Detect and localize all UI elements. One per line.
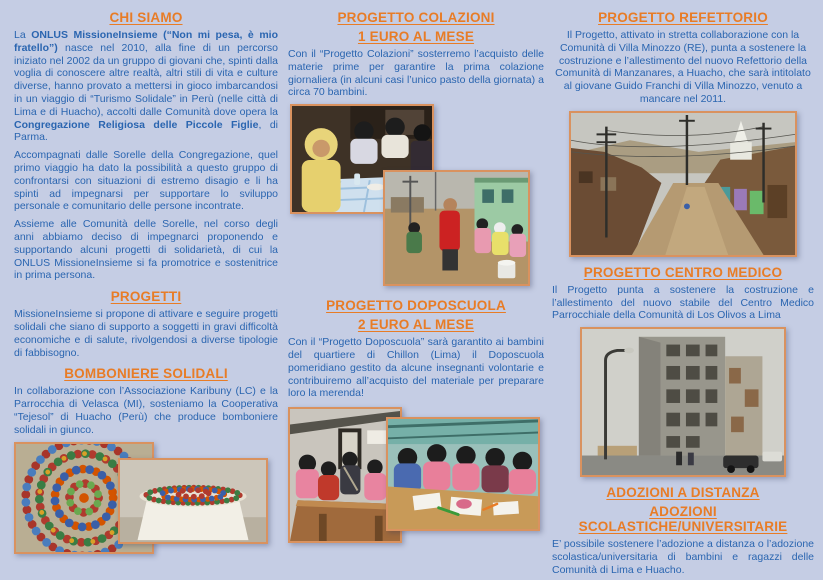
- chi-siamo-heading: CHI SIAMO: [109, 10, 183, 25]
- children-outdoor-image: [385, 172, 528, 284]
- chi-siamo-paragraph-1: [14, 29, 278, 144]
- chi-siamo-paragraph-2: Accompagnati dalle Sorelle della Congregazione, quel primo viaggio ha dato la possibilità a questo gruppo di confrontarsi con situazioni di estremo disagio e li ha spinti ad impegnarsi per supportare lo sviluppo personale e comunitario delle persone incontrate.: [14, 149, 278, 213]
- chi-siamo-paragraph-3: Assieme alle Comunità delle Sorelle, nel corso degli anni abbiamo deciso di impegnarci proponendo e supportando alcuni progetti di solidarietà, di cui la ONLUS MissioneInsieme si fa promotrice e sostenitrice in prima persona.: [14, 218, 278, 282]
- adozioni-paragraph: E’ possibile sostenere l’adozione a distanza o l’adozione scolastica/universitaria di bambini e ragazzi delle Comunità di Lima e Huacho.: [552, 538, 814, 576]
- column-chi-siamo: [14, 0, 278, 570]
- colazioni-subheading: 1 EURO AL MESE: [357, 29, 475, 44]
- refettorio-heading: PROGETTO REFETTORIO: [598, 10, 768, 25]
- colazioni-photo-group: [288, 104, 544, 290]
- doposcuola-heading: PROGETTO DOPOSCUOLA: [326, 298, 506, 314]
- adozioni-heading: ADOZIONI A DISTANZA: [606, 485, 760, 501]
- colazioni-paragraph: Con il “Progetto Colazioni” sosterremo l’acquisto delle materie prime per garantire la prima colazione giornaliera (in alcuni casi l’unico pasto della giornata) a circa 70 bambini.: [288, 48, 544, 99]
- colazioni-heading: PROGETTO COLAZIONI: [337, 10, 495, 25]
- photo-huacho-street: [569, 111, 797, 257]
- doposcuola-photo-group: [288, 405, 544, 547]
- text-run: nasce nel 2010, alla fine di un percorso iniziato nel 2002 da un gruppo di giovani che, spinti dalla voglia di conoscere altre realtà, altri stili di vita e culture diverse, hanno provato a mettersi in gioco imbarcandosi in un viaggio di “Turismo Solidale” in Perù (nelle città di Lima e di Huacho), accolti dalle Comunità dove opera la: [14, 41, 278, 118]
- centro-medico-heading: PROGETTO CENTRO MEDICO: [583, 264, 783, 280]
- bomboniere-table-image: [120, 460, 266, 542]
- bomboniere-heading: BOMBONIERE SOLIDALI: [64, 366, 228, 382]
- bomboniere-paragraph: In collaborazione con l’Associazione Karibuny (LC) e la Parrocchia di Velasca (MI), sosteniamo la Cooperativa “Tejesol” di Huacho (Perù) che produce bomboniere solidali in giunco.: [14, 385, 278, 436]
- photo-children-outdoor: [383, 170, 530, 286]
- column-progetti-colazioni-doposcuola: [288, 0, 544, 547]
- doposcuola-paragraph: Con il “Progetto Doposcuola” sarà garantito ai bambini del quartiere di Chillon (Lima) il Doposcuola pomeridiano gestito da alcune insegnanti volontarie e contribuiremo all’acquisto del materiale per preparare loro la merenda!: [288, 336, 544, 400]
- craft-table-image: [388, 419, 538, 529]
- bomboniere-photo-group: [14, 442, 278, 562]
- photo-classroom: [288, 407, 402, 543]
- text-run: , di Parma.: [14, 118, 278, 144]
- progetti-heading: PROGETTI: [110, 289, 182, 305]
- photo-bomboniere-table: [118, 458, 268, 544]
- refettorio-paragraph: Il Progetto, attivato in stretta collaborazione con la Comunità di Villa Minozzo (RE), punta a sostenere la costruzione e l’allestimento del nuovo Refettorio della Comunità di Manzanares, a Huacho, che sarà intitolato al giovane Guido Franchi di Villa Minozzo, venuto a mancare nel 2011.: [555, 29, 811, 105]
- progetti-paragraph: MissioneInsieme si propone di attivare e seguire progetti solidali che siano di supporto a soggetti in gravi difficoltà economiche e di salute, rivolgendosi a diverse tipologie di fabbisogno.: [14, 308, 278, 359]
- centro-medico-paragraph: Il Progetto punta a sostenere la costruzione e l’allestimento del nuovo stabile del Centro Medico Parrocchiale della Comunità di Los Olivos a Lima: [552, 283, 814, 322]
- column-refettorio-centro-adozioni: [552, 0, 814, 580]
- photo-centro-medico-building: [580, 327, 786, 477]
- centro-medico-building-image: [582, 329, 784, 475]
- adozioni-subheading: ADOZIONI SCOLASTICHE/UNIVERSITARIE: [578, 504, 788, 535]
- huacho-street-image: [571, 113, 795, 255]
- classroom-image: [290, 409, 400, 541]
- text-run-bold: ONLUS MissioneInsieme (“Non mi pesa, è mio fratello”): [14, 29, 278, 54]
- doposcuola-subheading: 2 EURO AL MESE: [357, 317, 475, 333]
- text-run: La: [14, 29, 32, 41]
- photo-craft-table: [386, 417, 540, 531]
- text-run-bold: Congregazione Religiosa delle Piccole Figlie: [14, 118, 259, 131]
